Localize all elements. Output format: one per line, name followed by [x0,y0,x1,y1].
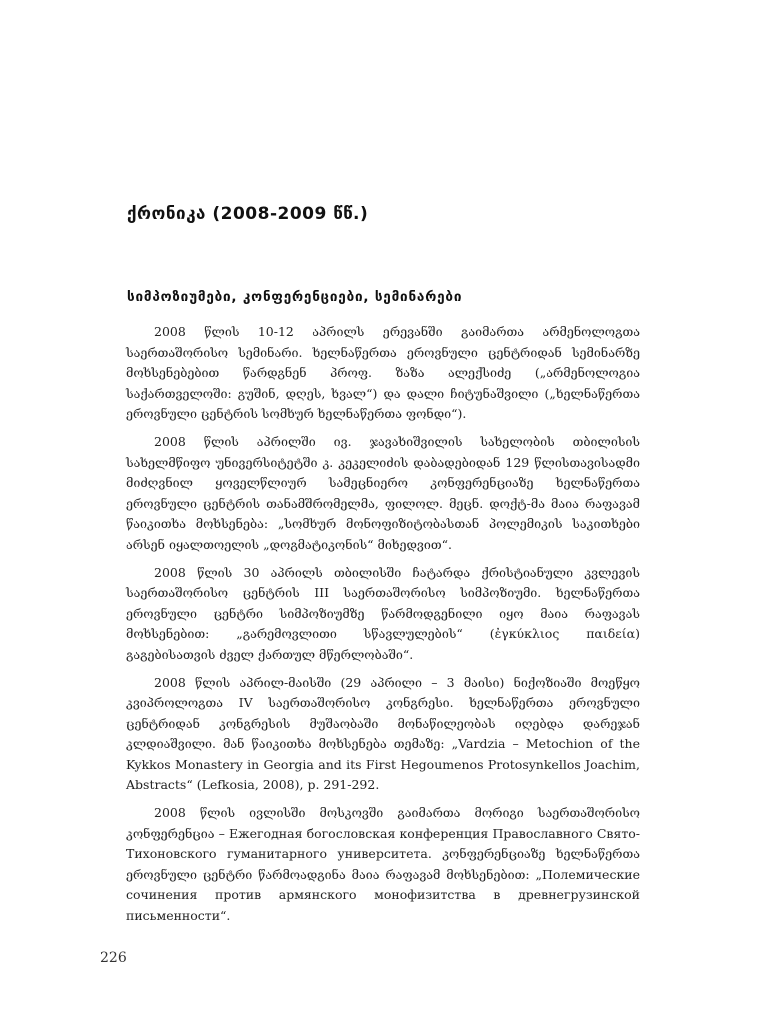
body-text [126,322,640,934]
paragraph-5: 2008 წლის ივლისში მოსკოვში გაიმართა მორიგი საერთაშორისო კონფერენცია – Ежегодная богословская конференция Православного Свято-Тихоновского гуманитарного университета. კონფერენციაზე ხელნაწერთა ეროვნული ცენტრი წარმოადგინა მაია რაფავამ მოხსენებით: „Полемические сочинения против армянского монофизитства в древнегрузинской письменности“. [126,805,640,924]
paragraph-2: 2008 წლის აპრილში ივ. ჯავახიშვილის სახელობის თბილისის სახელმწიფო უნივერსიტეტში კ. კეკელიძის დაბადებიდან 129 წლისთავისადმი მიძღვნილ ყოველწლიურ სამეცნიერო კონფერენციაზე ხელნაწერთა ეროვნული ცენტრის თანამშრომელმა, ფილოლ. მეცნ. დოქტ-მა მაია რაფავამ წაიკითხა მოხსენება: „სომხურ მონოფიზიტობასთან პოლემიკის საკითხები არსენ იყალთოელის „დოგმატიკონის“ მიხედვით“. [126,433,640,552]
chapter-title: ქრონიკა (2008-2009 წწ.) [127,204,369,224]
page-number: 226 [100,950,127,966]
paragraph-1: 2008 წლის 10-12 აპრილს ერევანში გაიმართა არმენოლოგთა საერთაშორისო სემინარი. ხელნაწერთა ეროვნული ცენტრიდან სემინარზე მოხსენებებით წარდგნენ პროფ. ზაზა ალექსიძე („არმენოლოგია საქართველოში: გუშინ, დღეს, ხვალ“) და დალი ჩიტუნაშვილი („ხელნაწერთა ეროვნული ცენტრის სომხურ ხელნაწერთა ფონდი“). [126,324,640,422]
section-title: სიმპოზიუმები, კონფერენციები, სემინარები [127,289,463,305]
paragraph-3: 2008 წლის 30 აპრილს თბილისში ჩატარდა ქრისტიანული კვლევის საერთაშორისო ცენტრის III საერთაშორისო სიმპოზიუმი. ხელნაწერთა ეროვნული ცენტრი სიმპოზიუმზე წარმოდგენილი იყო მაია რაფავას მოხსენებით: „გარემოვლითი სწავლულების“ (ἐγκύκλιος παιδεία) გაგებისათვის ძველ ქართულ მწერლობაში“. [126,564,640,662]
paragraph-4: 2008 წლის აპრილ-მაისში (29 აპრილი – 3 მაისი) ნიქოზიაში მოეწყო კვიპროლოგთა IV საერთაშორისო კონგრესი. ხელნაწერთა ეროვნული ცენტრიდან კონგრესის მუშაობაში მონაწილეობას იღებდა დარეჯან კლდიაშვილი. მან წაიკითხა მოხსენება თემაზე: „Vardzia – Metochion of the Kykkos Monastery in Georgia and its First Hegoumenos Protosynkellos Joachim, Abstracts“ (Lefkosia, 2008), p. 291-292. [126,674,640,793]
